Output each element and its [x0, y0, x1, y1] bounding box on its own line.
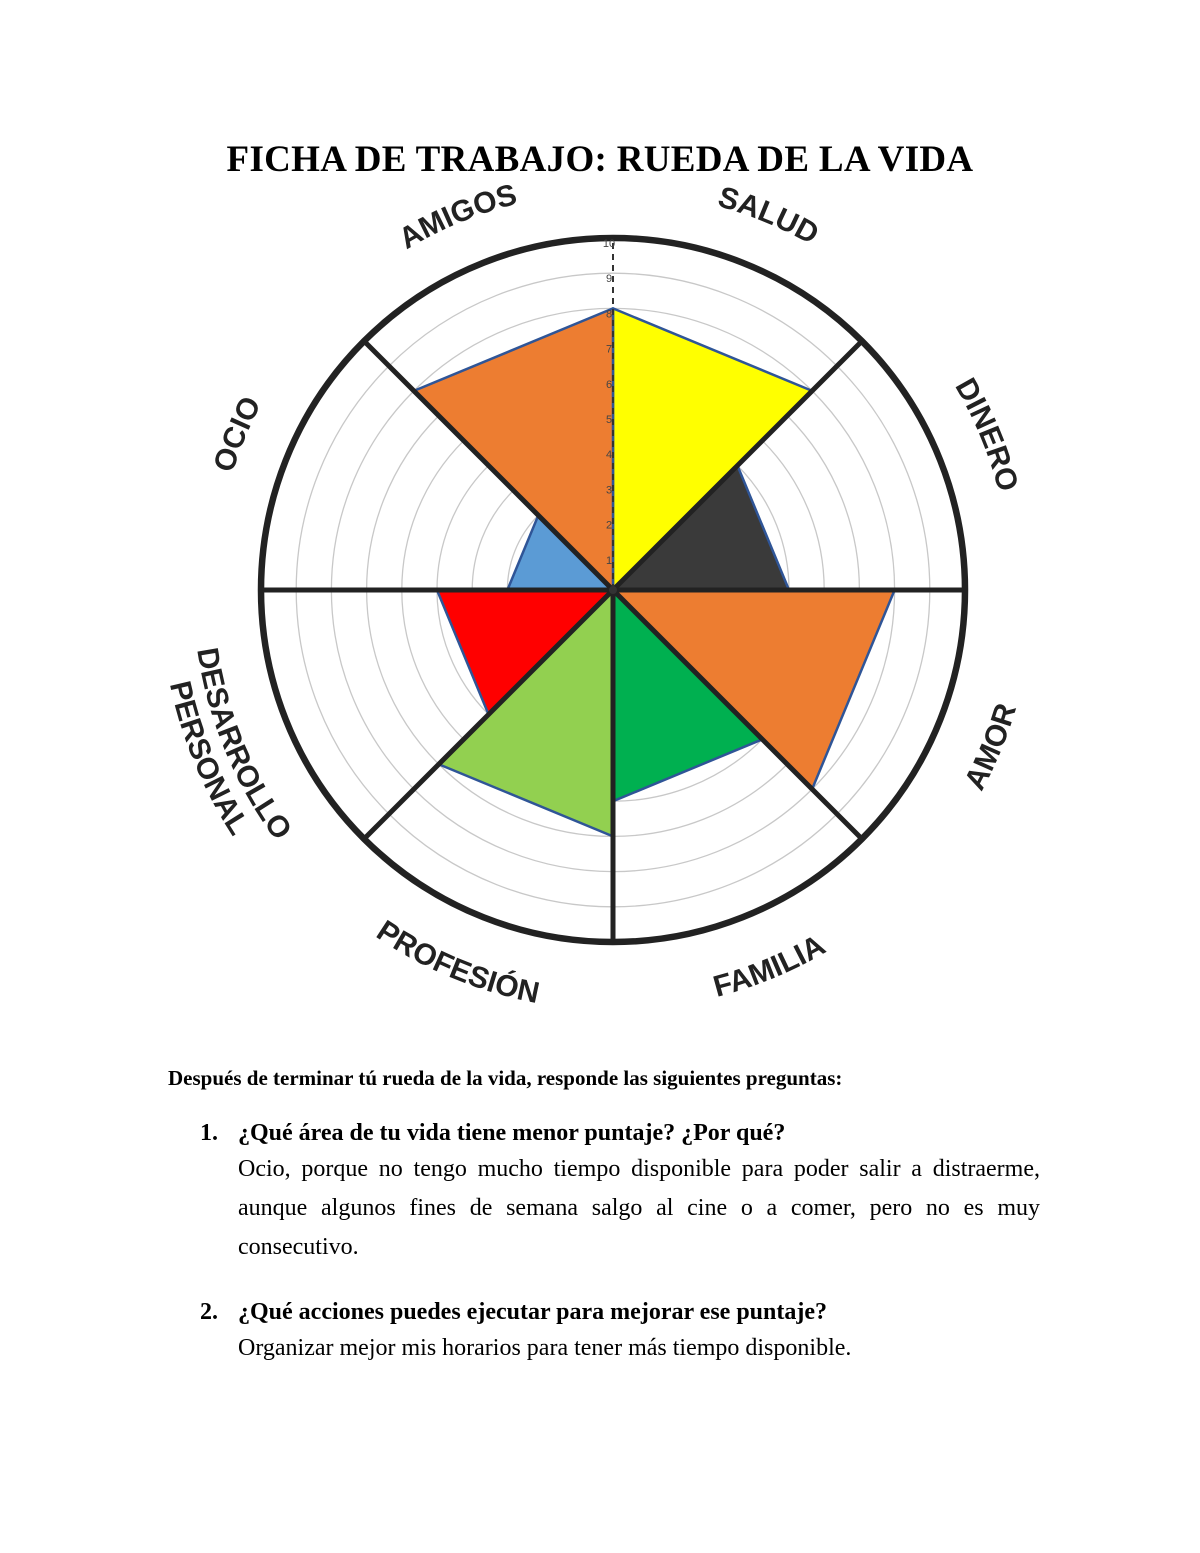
label-familia: FAMILIA — [709, 928, 831, 1004]
divider-spokes — [261, 238, 965, 942]
scale-tick-9: 9 — [605, 273, 613, 286]
label-desarrollo-personal-2: PERSONAL — [162, 677, 256, 841]
question-2-number: 2. — [200, 1299, 218, 1325]
scale-tick-4: 4 — [605, 449, 613, 462]
question-1 — [200, 1116, 1040, 1267]
scale-tick-8: 8 — [605, 308, 613, 321]
area-segments — [414, 308, 895, 836]
question-2-answer: Organizar mejor mis horarios para tener más tiempo disponible. — [238, 1335, 852, 1361]
question-2-text: ¿Qué acciones puedes ejecutar para mejorar ese puntaje? — [238, 1299, 828, 1325]
question-2-heading — [200, 1295, 1040, 1329]
question-1-answer: Ocio, porque no tengo mucho tiempo disponible para poder salir a distraerme, aunque algunos fines de semana salgo al cine o a comer, pero no es muy consecutivo. — [238, 1156, 1040, 1260]
scale-tick-3: 3 — [605, 484, 613, 497]
question-1-text: ¿Qué área de tu vida tiene menor puntaje? ¿Por qué? — [238, 1120, 786, 1146]
scale-tick-7: 7 — [605, 343, 613, 356]
question-2 — [200, 1295, 1040, 1368]
page-title: FICHA DE TRABAJO: RUEDA DE LA VIDA — [226, 139, 974, 180]
scale-tick-1: 1 — [605, 554, 613, 567]
label-desarrollo-personal-1: DESARROLLO — [190, 645, 298, 846]
scale-tick-10: 10 — [602, 238, 616, 250]
scale-tick-6: 6 — [605, 378, 613, 391]
wheel-center — [609, 586, 617, 594]
question-1-heading — [200, 1116, 1040, 1150]
label-amor: AMOR — [958, 699, 1024, 796]
label-profesión: PROFESIÓN — [370, 914, 543, 1011]
label-dinero: DINERO — [948, 372, 1025, 495]
label-salud: SALUD — [714, 180, 825, 252]
scale-tick-2: 2 — [605, 519, 613, 532]
instructions-text: Después de terminar tú rueda de la vida, responde las siguientes preguntas: — [168, 1066, 843, 1090]
question-1-number: 1. — [200, 1120, 218, 1146]
segment-amigos — [414, 308, 613, 590]
label-amigos: AMIGOS — [393, 178, 521, 256]
scale-tick-5: 5 — [605, 414, 613, 426]
label-ocio: OCIO — [207, 391, 268, 476]
